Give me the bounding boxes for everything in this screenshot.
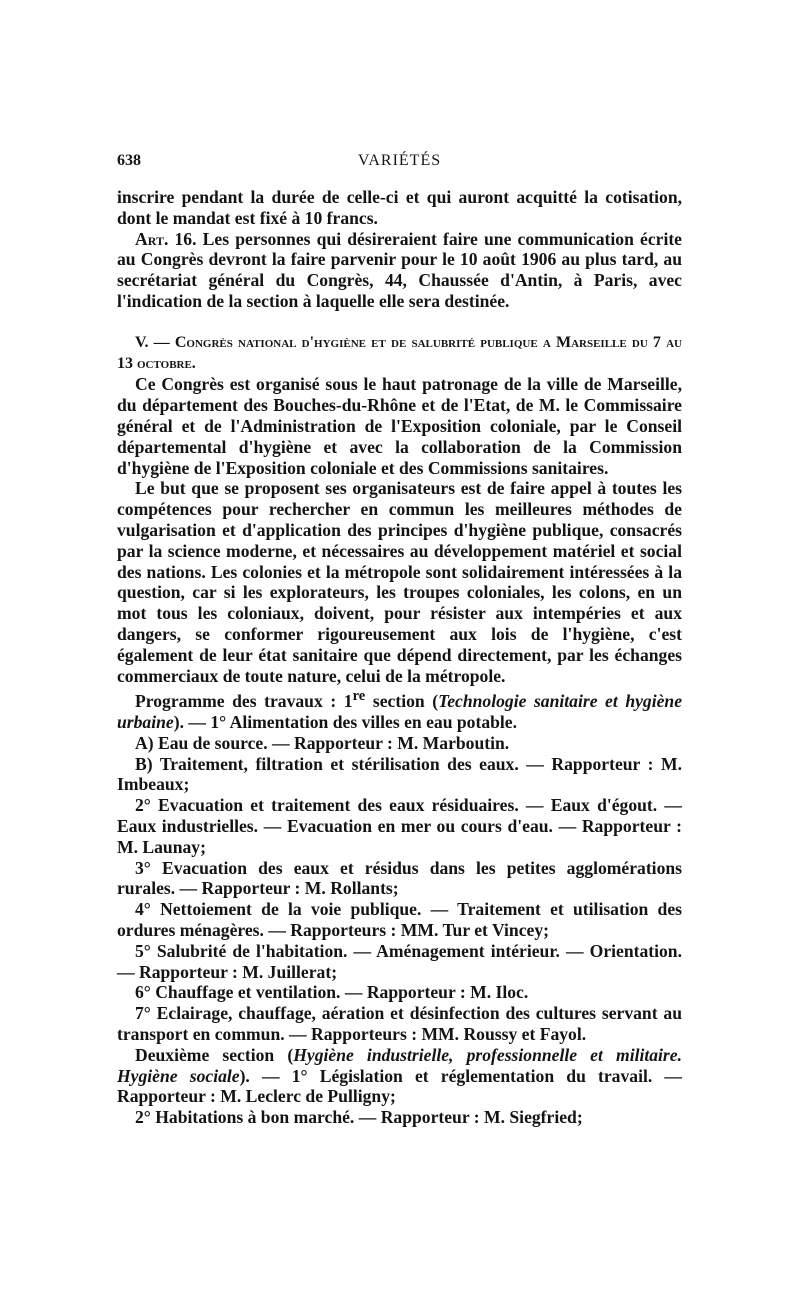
- running-title: VARIÉTÉS: [357, 152, 442, 169]
- article-label: Art. 16.: [135, 228, 197, 249]
- list-item: B) Traitement, filtration et stérilisation des eaux. — Rapporteur : M. Imbeaux;: [117, 753, 682, 795]
- paragraph-programme: Programme des travaux : 1re section (Technologie sanitaire et hygiène urbaine). — 1° Alimentation des villes en eau potable.: [117, 688, 683, 732]
- article-text: Les personnes qui désireraient faire une communication écrite au Congrès devront la faire parvenir pour le 10 août 1906 au plus tard, au secrétariat général du Congrès, 44, Chaussée d'Antin, à Paris, avec l'indication de la section à laquelle elle sera destinée.: [117, 228, 682, 311]
- running-header: [117, 152, 682, 174]
- section-heading: V. — Congrès national d'hygiène et de salubrité publique a Marseille du 7 au 13 octobre.: [117, 333, 682, 372]
- paragraph-goal: Le but que se proposent ses organisateurs est de faire appel à toutes les compétences pour rechercher en commun les meilleures méthodes de vulgarisation et d'application des principes d'hygiène publique, consacrés par la science moderne, et nécessaires au développement matériel et social des nations. Les colonies et la métropole sont solidairement intéressées à la question, car si les explorateurs, les troupes coloniales, les colons, en un mot tous les coloniaux, doivent, pour résister aux intempéries et aux dangers, se conformer rigoureusement aux lois de l'hygiène, c'est également de leur état sanitaire que dépend directement, par les échanges commerciaux de toute nature, celui de la métropole.: [117, 478, 682, 686]
- list-item: 4° Nettoiement de la voie publique. — Traitement et utilisation des ordures ménagères. — Rapporteurs : MM. Tur et Vincey;: [117, 899, 682, 940]
- paragraph-intro: Ce Congrès est organisé sous le haut patronage de la ville de Marseille, du département des Bouches-du-Rhône et de l'Etat, de M. le Commissaire général et de l'Administration de l'Exposition coloniale, par le Conseil départemental d'hygiène et avec la collaboration de la Commission d'hygiène de l'Exposition coloniale et des Commissions sanitaires.: [117, 374, 682, 478]
- list-item: 6° Chauffage et ventilation. — Rapporteur : M. Iloc.: [135, 982, 529, 1003]
- list-item: 3° Evacuation des eaux et résidus dans les petites agglomérations rurales. — Rapporteur : M. Rollants;: [117, 857, 682, 899]
- list-item: 7° Eclairage, chauffage, aération et désinfection des cultures servant au transport en commun. — Rapporteurs : MM. Roussy et Fayol.: [117, 1003, 682, 1044]
- page-number: 638: [117, 152, 141, 169]
- list-item: 2° Evacuation et traitement des eaux résiduaires. — Eaux d'égout. — Eaux industrielles. — Evacuation en mer ou cours d'eau. — Rapporteur : M. Launay;: [117, 795, 682, 857]
- body-text: [117, 187, 682, 1128]
- list-item: 2° Habitations à bon marché. — Rapporteur : M. Siegfried;: [135, 1107, 583, 1128]
- list-item: A) Eau de source. — Rapporteur : M. Marboutin.: [135, 732, 510, 753]
- list-item: 5° Salubrité de l'habitation. — Aménagement intérieur. — Orientation. — Rapporteur : M. Juillerat;: [117, 940, 682, 982]
- paragraph-second-section: Deuxième section (Hygiène industrielle, professionnelle et militaire. Hygiène sociale). — 1° Législation et réglementation du travail. — Rapporteur : M. Leclerc de Pulligny;: [117, 1044, 682, 1107]
- paragraph-continuation: inscrire pendant la durée de celle-ci et qui auront acquitté la cotisation, dont le mandat est fixé à 10 francs.: [117, 187, 682, 228]
- paragraph-article-16: [117, 229, 682, 312]
- section-gap: [117, 312, 682, 333]
